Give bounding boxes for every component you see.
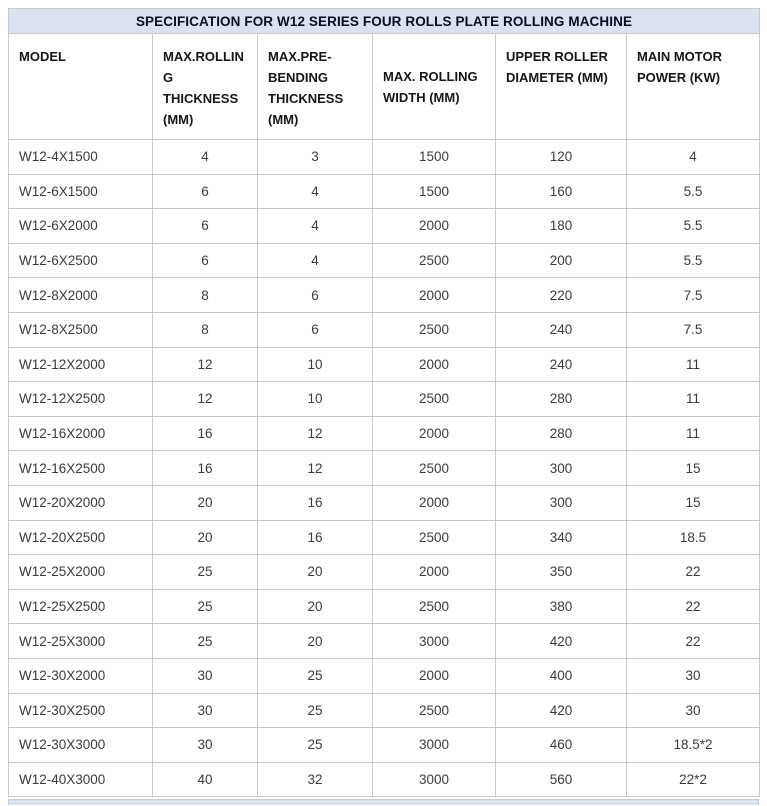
value-cell: 3 bbox=[258, 140, 373, 175]
value-cell: 2500 bbox=[373, 693, 496, 728]
table-row bbox=[9, 589, 760, 624]
value-cell: 2500 bbox=[373, 589, 496, 624]
value-cell: 4 bbox=[258, 174, 373, 209]
value-cell: 240 bbox=[496, 312, 627, 347]
value-cell: 20 bbox=[153, 485, 258, 520]
value-cell: 22*2 bbox=[627, 762, 760, 797]
model-cell: W12-8X2500 bbox=[9, 312, 153, 347]
value-cell: 40 bbox=[153, 762, 258, 797]
model-cell: W12-30X2500 bbox=[9, 693, 153, 728]
value-cell: 22 bbox=[627, 589, 760, 624]
value-cell: 16 bbox=[153, 451, 258, 486]
table-row bbox=[9, 485, 760, 520]
value-cell: 300 bbox=[496, 485, 627, 520]
column-header-4: UPPER ROLLER DIAMETER (MM) bbox=[496, 34, 627, 140]
table-row bbox=[9, 416, 760, 451]
value-cell: 15 bbox=[627, 451, 760, 486]
model-cell: W12-8X2000 bbox=[9, 278, 153, 313]
value-cell: 8 bbox=[153, 312, 258, 347]
value-cell: 25 bbox=[258, 693, 373, 728]
value-cell: 18.5 bbox=[627, 520, 760, 555]
value-cell: 7.5 bbox=[627, 312, 760, 347]
value-cell: 25 bbox=[153, 624, 258, 659]
value-cell: 30 bbox=[153, 728, 258, 763]
table-row bbox=[9, 278, 760, 313]
model-cell: W12-6X1500 bbox=[9, 174, 153, 209]
value-cell: 350 bbox=[496, 555, 627, 590]
value-cell: 200 bbox=[496, 243, 627, 278]
value-cell: 2500 bbox=[373, 451, 496, 486]
value-cell: 2000 bbox=[373, 209, 496, 244]
value-cell: 2000 bbox=[373, 278, 496, 313]
value-cell: 2000 bbox=[373, 416, 496, 451]
value-cell: 12 bbox=[153, 382, 258, 417]
value-cell: 8 bbox=[153, 278, 258, 313]
table-row bbox=[9, 209, 760, 244]
value-cell: 16 bbox=[153, 416, 258, 451]
value-cell: 180 bbox=[496, 209, 627, 244]
value-cell: 4 bbox=[627, 140, 760, 175]
model-cell: W12-25X3000 bbox=[9, 624, 153, 659]
value-cell: 2000 bbox=[373, 347, 496, 382]
value-cell: 1500 bbox=[373, 174, 496, 209]
model-cell: W12-40X3000 bbox=[9, 762, 153, 797]
value-cell: 6 bbox=[153, 209, 258, 244]
value-cell: 6 bbox=[153, 243, 258, 278]
value-cell: 120 bbox=[496, 140, 627, 175]
value-cell: 400 bbox=[496, 658, 627, 693]
value-cell: 3000 bbox=[373, 762, 496, 797]
header-row bbox=[9, 34, 760, 140]
value-cell: 11 bbox=[627, 416, 760, 451]
model-cell: W12-6X2500 bbox=[9, 243, 153, 278]
model-cell: W12-12X2000 bbox=[9, 347, 153, 382]
value-cell: 340 bbox=[496, 520, 627, 555]
value-cell: 20 bbox=[153, 520, 258, 555]
model-cell: W12-4X1500 bbox=[9, 140, 153, 175]
value-cell: 25 bbox=[258, 728, 373, 763]
value-cell: 16 bbox=[258, 520, 373, 555]
value-cell: 2000 bbox=[373, 485, 496, 520]
value-cell: 11 bbox=[627, 382, 760, 417]
value-cell: 15 bbox=[627, 485, 760, 520]
value-cell: 2000 bbox=[373, 555, 496, 590]
value-cell: 6 bbox=[153, 174, 258, 209]
value-cell: 22 bbox=[627, 555, 760, 590]
value-cell: 2500 bbox=[373, 520, 496, 555]
model-cell: W12-16X2000 bbox=[9, 416, 153, 451]
value-cell: 32 bbox=[258, 762, 373, 797]
value-cell: 3000 bbox=[373, 624, 496, 659]
value-cell: 280 bbox=[496, 382, 627, 417]
table-row bbox=[9, 693, 760, 728]
table-row bbox=[9, 347, 760, 382]
table-row bbox=[9, 174, 760, 209]
column-header-5: MAIN MOTOR POWER (KW) bbox=[627, 34, 760, 140]
value-cell: 280 bbox=[496, 416, 627, 451]
value-cell: 7.5 bbox=[627, 278, 760, 313]
value-cell: 460 bbox=[496, 728, 627, 763]
model-cell: W12-20X2500 bbox=[9, 520, 153, 555]
value-cell: 420 bbox=[496, 624, 627, 659]
table-row bbox=[9, 624, 760, 659]
value-cell: 30 bbox=[153, 693, 258, 728]
value-cell: 560 bbox=[496, 762, 627, 797]
value-cell: 2500 bbox=[373, 312, 496, 347]
column-header-1: MAX.ROLLING THICKNESS (MM) bbox=[153, 34, 258, 140]
model-cell: W12-30X3000 bbox=[9, 728, 153, 763]
value-cell: 4 bbox=[258, 243, 373, 278]
value-cell: 22 bbox=[627, 624, 760, 659]
value-cell: 10 bbox=[258, 382, 373, 417]
table-row bbox=[9, 451, 760, 486]
value-cell: 5.5 bbox=[627, 209, 760, 244]
value-cell: 5.5 bbox=[627, 243, 760, 278]
table-row bbox=[9, 312, 760, 347]
value-cell: 12 bbox=[258, 451, 373, 486]
value-cell: 6 bbox=[258, 312, 373, 347]
value-cell: 2500 bbox=[373, 243, 496, 278]
value-cell: 12 bbox=[153, 347, 258, 382]
value-cell: 4 bbox=[153, 140, 258, 175]
spec-table bbox=[8, 8, 760, 797]
table-row bbox=[9, 243, 760, 278]
model-cell: W12-30X2000 bbox=[9, 658, 153, 693]
next-table-caption-partial bbox=[8, 799, 759, 805]
value-cell: 30 bbox=[153, 658, 258, 693]
value-cell: 16 bbox=[258, 485, 373, 520]
value-cell: 10 bbox=[258, 347, 373, 382]
value-cell: 11 bbox=[627, 347, 760, 382]
value-cell: 20 bbox=[258, 589, 373, 624]
value-cell: 4 bbox=[258, 209, 373, 244]
table-row bbox=[9, 555, 760, 590]
table-row bbox=[9, 140, 760, 175]
value-cell: 3000 bbox=[373, 728, 496, 763]
value-cell: 380 bbox=[496, 589, 627, 624]
table-row bbox=[9, 520, 760, 555]
value-cell: 420 bbox=[496, 693, 627, 728]
caption-row bbox=[9, 9, 760, 34]
model-cell: W12-25X2500 bbox=[9, 589, 153, 624]
model-cell: W12-12X2500 bbox=[9, 382, 153, 417]
value-cell: 6 bbox=[258, 278, 373, 313]
value-cell: 240 bbox=[496, 347, 627, 382]
model-cell: W12-25X2000 bbox=[9, 555, 153, 590]
table-row bbox=[9, 762, 760, 797]
value-cell: 25 bbox=[153, 589, 258, 624]
value-cell: 2500 bbox=[373, 382, 496, 417]
table-body bbox=[9, 140, 760, 797]
table-row bbox=[9, 728, 760, 763]
value-cell: 25 bbox=[258, 658, 373, 693]
table-caption: SPECIFICATION FOR W12 SERIES FOUR ROLLS PLATE ROLLING MACHINE bbox=[9, 9, 760, 34]
value-cell: 2000 bbox=[373, 658, 496, 693]
value-cell: 25 bbox=[153, 555, 258, 590]
model-cell: W12-16X2500 bbox=[9, 451, 153, 486]
value-cell: 30 bbox=[627, 658, 760, 693]
column-header-3: MAX. ROLLING WIDTH (MM) bbox=[373, 34, 496, 140]
model-cell: W12-20X2000 bbox=[9, 485, 153, 520]
value-cell: 160 bbox=[496, 174, 627, 209]
value-cell: 1500 bbox=[373, 140, 496, 175]
table-row bbox=[9, 658, 760, 693]
column-header-2: MAX.PRE-BENDING THICKNESS (MM) bbox=[258, 34, 373, 140]
table-row bbox=[9, 382, 760, 417]
value-cell: 30 bbox=[627, 693, 760, 728]
model-cell: W12-6X2000 bbox=[9, 209, 153, 244]
value-cell: 20 bbox=[258, 624, 373, 659]
value-cell: 20 bbox=[258, 555, 373, 590]
value-cell: 5.5 bbox=[627, 174, 760, 209]
value-cell: 18.5*2 bbox=[627, 728, 760, 763]
value-cell: 12 bbox=[258, 416, 373, 451]
column-header-0: MODEL bbox=[9, 34, 153, 140]
value-cell: 300 bbox=[496, 451, 627, 486]
value-cell: 220 bbox=[496, 278, 627, 313]
